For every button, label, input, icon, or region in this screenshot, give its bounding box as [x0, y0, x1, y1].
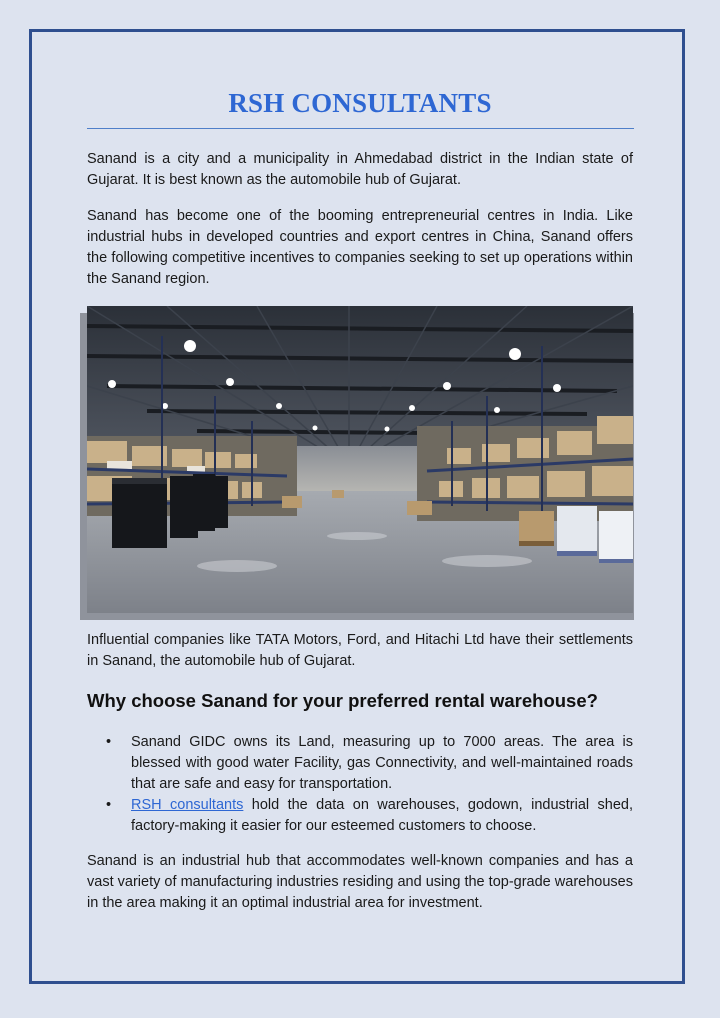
- page-title: RSH CONSULTANTS: [228, 88, 492, 118]
- bullet-marker: •: [106, 734, 112, 750]
- closing-paragraph: Sanand is an industrial hub that accommodates well-known companies and has a vast variety of manufacturing industries residing and using the top-grade warehouses in the area making it an optimal industrial area for investment.: [87, 853, 633, 911]
- title-underline: [87, 128, 634, 129]
- bullet-list: [87, 732, 633, 837]
- rsh-consultants-link[interactable]: RSH consultants: [131, 797, 244, 813]
- list-item: [87, 732, 633, 795]
- bullet-marker: •: [106, 797, 112, 813]
- companies-paragraph: Influential companies like TATA Motors, Ford, and Hitachi Ltd have their settlements in Sanand, the automobile hub of Gujarat.: [87, 632, 633, 669]
- intro-paragraph: Sanand is a city and a municipality in Ahmedabad district in the Indian state of Gujarat. It is best known as the automobile hub of Gujarat.: [87, 151, 633, 188]
- bullet-text: Sanand GIDC owns its Land, measuring up to 7000 areas. The area is blessed with good water Facility, gas Connectivity, and well-maintained roads that are safe and easy for transportation.: [131, 734, 633, 792]
- list-item: [87, 795, 633, 837]
- warehouse-photo: [87, 306, 633, 613]
- bullet-text: hold the data on warehouses, godown, industrial shed, factory-making it easier for our esteemed customers to choose.: [131, 797, 634, 834]
- booming-paragraph: Sanand has become one of the booming entrepreneurial centres in India. Like industrial hubs in developed countries and export centres in China, Sanand offers the following competitive incentives to companies seeking to set up operations within the Sanand region.: [87, 208, 633, 287]
- section-heading: Why choose Sanand for your preferred rental warehouse?: [87, 690, 598, 711]
